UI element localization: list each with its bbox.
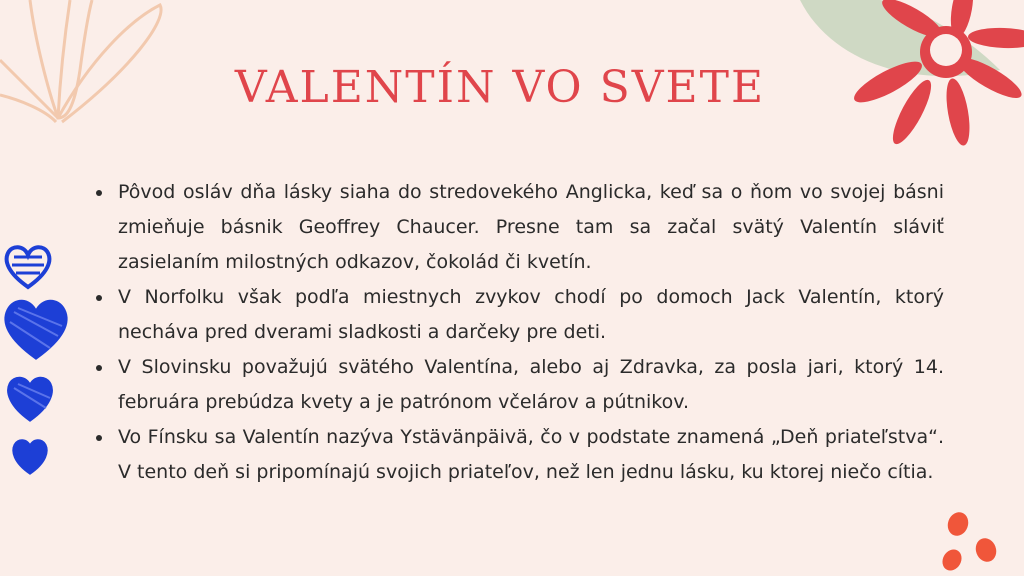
heart-icon	[0, 296, 72, 362]
bullet-item: V Norfolku však podľa miestnych zvykov chodí po domoch Jack Valentín, ktorý necháva pred dverami sladkosti a darčeky pre deti.	[88, 280, 944, 350]
bullet-item: V Slovinsku považujú svätého Valentína, alebo aj Zdravka, za posla jari, ktorý 14. februára prebúdza kvety a je patrónom včelárov a pútnikov.	[88, 350, 944, 420]
slide-title: VALENTÍN VO SVETE	[234, 62, 766, 113]
heart-icon	[4, 372, 56, 424]
heart-icon	[10, 436, 50, 476]
bullet-item: Pôvod osláv dňa lásky siaha do stredovekého Anglicka, keď sa o ňom vo svojej básni zmieňuje básnik Geoffrey Chaucer. Presne tam sa začal svätý Valentín sláviť zasielaním milostných odkazov, čokolád či kvetín.	[88, 175, 944, 280]
bullet-list	[88, 175, 944, 490]
dots-icon	[936, 506, 1006, 576]
heart-icon	[2, 243, 54, 291]
bullet-item: Vo Fínsku sa Valentín nazýva Ystävänpäivä, čo v podstate znamená „Deň priateľstva“. V tento deň si pripomínajú svojich priateľov, než len jednu lásku, ku ktorej niečo cítia.	[88, 420, 944, 490]
